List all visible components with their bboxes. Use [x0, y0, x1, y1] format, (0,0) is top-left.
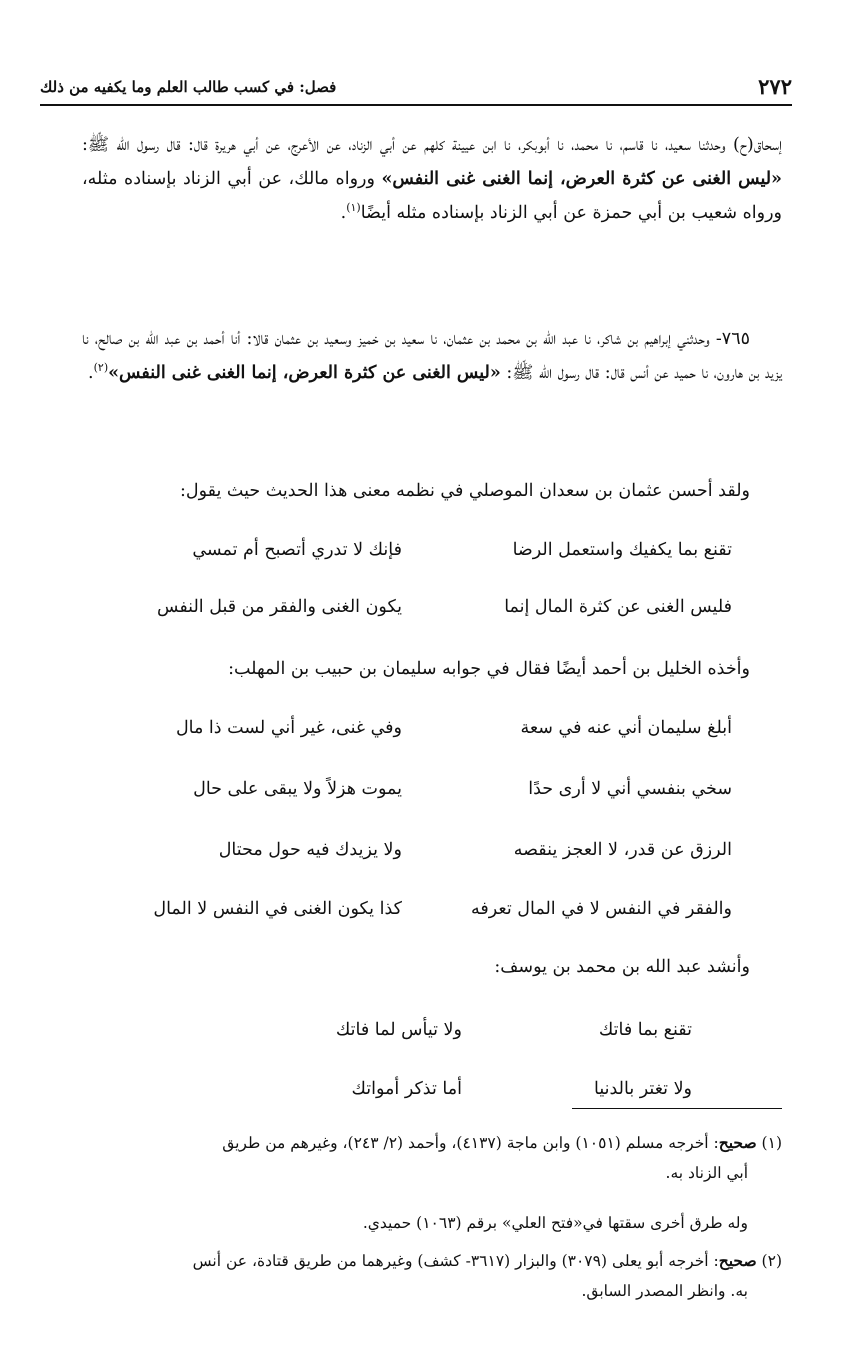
poem-line [82, 894, 782, 924]
paragraph-intro-poem-1: ولقد أحسن عثمان بن سعدان الموصلي في نظمه معنى هذا الحديث حيث يقول: [179, 481, 750, 501]
paragraph-hadith-1: إسحاق(ح) وحدثنا سعيد، نا قاسم، نا محمد، نا أبوبكر، نا ابن عيينة كلهم عن أبي الزناد، عن الأعرج، عن أبي هريرة قال: قال رسول الله ﷺ: «ليس الغنى عن كثرة العرض، إنما الغنى غنى النفس» ورواه مالك، عن أبي الزناد بإسناده مثله، ورواه شعيب بن أبي حمزة عن أبي الزناد بإسناده مثله أيضًا$^{(١)}$. [82, 135, 782, 223]
hemistich-second: فإنك لا تدري أتصبح أم تمسي [192, 540, 402, 560]
running-title: فصل: في كسب طالب العلم وما يكفيه من ذلك [40, 78, 337, 96]
hemistich-first: فليس الغنى عن كثرة المال إنما [504, 597, 732, 617]
footnote-2: (٢) صحيح: أخرجه أبو يعلى (٣٠٧٩) والبزار (٣٦١٧- كشف) وغيرهما من طريق قتادة، عن أنس به. وانظر المصدر السابق. [192, 1251, 782, 1300]
footnote-1-extra: وله طرق أخرى سقتها في«فتح العلي» برقم (١٠٦٣) حميدي. [362, 1214, 748, 1232]
footnote-ref-2[interactable]: (٢) [93, 361, 109, 375]
running-header [40, 74, 792, 106]
hadith-text: «ليس الغنى عن كثرة العرض، إنما الغنى غنى النفس» [108, 363, 501, 383]
poem-line [82, 535, 782, 565]
poem-line [82, 1074, 782, 1104]
page-number: ٢٧٢ [758, 74, 792, 99]
hemistich-second: ولا تيأس لما فاتك [335, 1020, 462, 1040]
footnote-number: (٢) [761, 1252, 782, 1270]
poem-line [82, 592, 782, 622]
hemistich-first: أبلغ سليمان أني عنه في سعة [520, 718, 732, 738]
hemistich-first: الرزق عن قدر، لا العجز ينقصه [513, 840, 732, 860]
hemistich-first: والفقر في النفس لا في المال تعرفه [471, 899, 732, 919]
footnote-grade: صحيح [718, 1251, 757, 1270]
paragraph-intro-poem-2: وأخذه الخليل بن أحمد أيضًا فقال في جوابه سليمان بن حبيب بن المهلب: [228, 659, 750, 679]
hemistich-second: يكون الغنى والفقر من قبل النفس [157, 597, 402, 617]
poem-line [82, 713, 782, 743]
hemistich-first: تقنع بما يكفيك واستعمل الرضا [512, 540, 732, 560]
paragraph-hadith-765: ٧٦٥- وحدثني إبراهيم بن شاكر، نا عبد الله بن محمد بن عثمان، نا سعيد بن خميز وسعيد بن عثمان قالا: أنا أحمد بن عبد الله بن صالح، نا يزيد بن هارون، نا حميد عن أنس قال: قال رسول الله ﷺ: «ليس الغنى عن كثرة العرض، إنما الغنى غنى النفس»$^{(٢)}$. [82, 329, 782, 383]
poem-line [82, 1015, 782, 1045]
paragraph-intro-poem-3: وأنشد عبد الله بن محمد بن يوسف: [494, 957, 750, 977]
hemistich-second: وفي غنى، غير أني لست ذا مال [175, 718, 402, 738]
footnote-ref-1[interactable]: (١) [346, 201, 361, 215]
footnote-number: (١) [761, 1134, 782, 1152]
poem-line [82, 774, 782, 804]
footnote-grade: صحيح [718, 1133, 757, 1152]
poem-line [82, 835, 782, 865]
hemistich-second: كذا يكون الغنى في النفس لا المال [153, 899, 402, 919]
hemistich-first: سخي بنفسي أني لا أرى حدًا [528, 779, 732, 799]
hadith-text: «ليس الغنى عن كثرة العرض، إنما الغنى غنى النفس» [381, 169, 782, 189]
footnote-divider [572, 1108, 782, 1109]
hemistich-second: ولا يزيدك فيه حول محتال [218, 840, 402, 860]
footnote-1: (١) صحيح: أخرجه مسلم (١٠٥١) وابن ماجة (٤١٣٧)، وأحمد (٢/ ٢٤٣)، وغيرهم من طريق أبي الزناد به. [222, 1133, 782, 1182]
hemistich-second: يموت هزلاً ولا يبقى على حال [193, 779, 402, 799]
hemistich-first: ولا تغتر بالدنيا [593, 1079, 692, 1099]
hemistich-first: تقنع بما فاتك [598, 1020, 692, 1040]
hemistich-second: أما تذكر أمواتك [351, 1079, 462, 1099]
